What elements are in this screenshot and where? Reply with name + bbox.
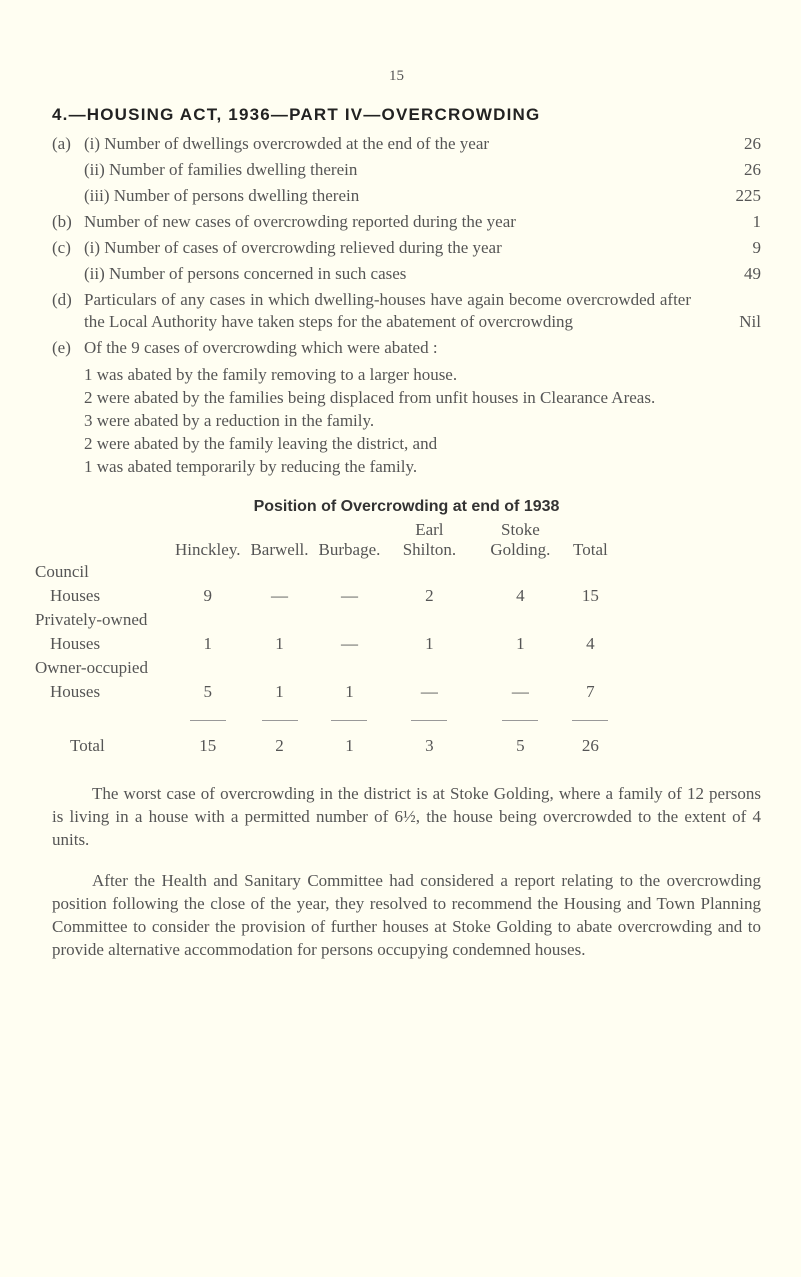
cell: — (420, 682, 438, 701)
cell: 4 (586, 634, 595, 653)
section-heading: 4.—HOUSING ACT, 1936—PART IV—OVERCROWDING (52, 105, 541, 124)
item-label: (b) (52, 212, 72, 231)
list-item: 3 were abated by a reduction in the family. (84, 411, 375, 430)
table-row (30, 608, 613, 632)
list-item: 1 was abated by the family removing to a larger house. (84, 365, 458, 384)
row-label: Houses (50, 634, 101, 653)
cell: 1 (275, 682, 284, 701)
abatement-list (84, 363, 761, 478)
cell: 1 (275, 634, 284, 653)
item-text: (i) Number of cases of overcrowding relieved during the year (84, 238, 502, 257)
cell: 1 (516, 634, 525, 653)
item-c1 (52, 237, 761, 259)
item-text: (ii) Number of families dwelling therein (84, 160, 358, 179)
cell: 2 (275, 736, 284, 755)
cell: 1 (203, 634, 212, 653)
column-header: Earl Shilton. (402, 520, 457, 559)
cell: — (271, 586, 288, 605)
row-label: Owner-occupied (35, 658, 148, 677)
item-label: (d) (52, 290, 72, 309)
cell: 4 (516, 586, 525, 605)
item-value: 225 (735, 186, 761, 205)
cell: 3 (425, 736, 434, 755)
table-row (30, 680, 613, 704)
list-item: 2 were abated by the families being displaced from unfit houses in Clearance Areas. (84, 388, 656, 407)
item-text: (iii) Number of persons dwelling therein (84, 186, 360, 205)
item-a3 (52, 185, 761, 207)
item-value: 1 (752, 212, 761, 231)
table-row (30, 584, 613, 608)
row-label: Privately-owned (35, 610, 148, 629)
item-value: Nil (739, 312, 761, 331)
item-a2 (52, 159, 761, 181)
cell: 26 (581, 736, 599, 755)
overcrowding-table (30, 520, 613, 764)
cell: 9 (203, 586, 212, 605)
item-a1 (52, 133, 761, 155)
cell: — (511, 682, 529, 701)
total-row (30, 728, 613, 764)
cell: 15 (581, 586, 599, 605)
item-value: 26 (744, 134, 761, 153)
item-d (52, 289, 761, 333)
column-header: Barwell. (250, 540, 309, 559)
table-row (30, 656, 613, 680)
list-item: 1 was abated temporarily by reducing the family. (84, 457, 418, 476)
page-number: 15 (389, 68, 404, 84)
table-title: Position of Overcrowding at end of 1938 (253, 498, 560, 515)
paragraph: After the Health and Sanitary Committee had considered a report relating to the overcrowding position following the close of the year, they resolved to recommend the Housing and Town Planning Committee to consider the provision of further houses at Stoke Golding to abate overcrowding and to provide alternative accommodation for persons occupying condemned houses. (52, 871, 761, 959)
cell: 5 (203, 682, 212, 701)
total-rule (30, 704, 613, 728)
item-c2 (52, 263, 761, 285)
item-value: 9 (752, 238, 761, 257)
item-text: Particulars of any cases in which dwelling-houses have again become overcrowded after the Local Authority have taken steps for the abatement of overcrowding (84, 290, 691, 331)
list-item: 2 were abated by the family leaving the district, and (84, 434, 438, 453)
table-row (30, 560, 613, 584)
cell: 2 (425, 586, 434, 605)
item-value: 49 (744, 264, 761, 283)
cell: 5 (516, 736, 525, 755)
item-label: (e) (52, 338, 71, 357)
item-label: (a) (52, 134, 71, 153)
row-label: Houses (50, 682, 101, 701)
row-label: Council (35, 562, 89, 581)
column-header: Hinckley. (175, 540, 241, 559)
item-text: Number of new cases of overcrowding reported during the year (84, 212, 516, 231)
column-header: Burbage. (318, 540, 381, 559)
item-text: (ii) Number of persons concerned in such cases (84, 264, 407, 283)
cell: 1 (345, 736, 354, 755)
item-label: (c) (52, 238, 71, 257)
item-text: Of the 9 cases of overcrowding which were abated : (84, 338, 438, 357)
cell: 7 (586, 682, 595, 701)
cell: — (340, 634, 358, 653)
column-header: Stoke Golding. (490, 520, 551, 559)
item-text: (i) Number of dwellings overcrowded at the end of the year (84, 134, 490, 153)
cell: 15 (199, 736, 217, 755)
item-value: 26 (744, 160, 761, 179)
row-label: Houses (50, 586, 101, 605)
cell: 1 (425, 634, 434, 653)
table-row (30, 632, 613, 656)
item-e (52, 337, 761, 359)
paragraph: The worst case of overcrowding in the district is at Stoke Golding, where a family of 12 persons is living in a house with a permitted number of 6½, the house being overcrowded to the extent of 4 units. (52, 784, 761, 849)
item-b (52, 211, 761, 233)
column-header: Total (573, 540, 608, 559)
cell: — (340, 586, 358, 605)
cell: 1 (345, 682, 354, 701)
row-label: Total (70, 736, 105, 755)
